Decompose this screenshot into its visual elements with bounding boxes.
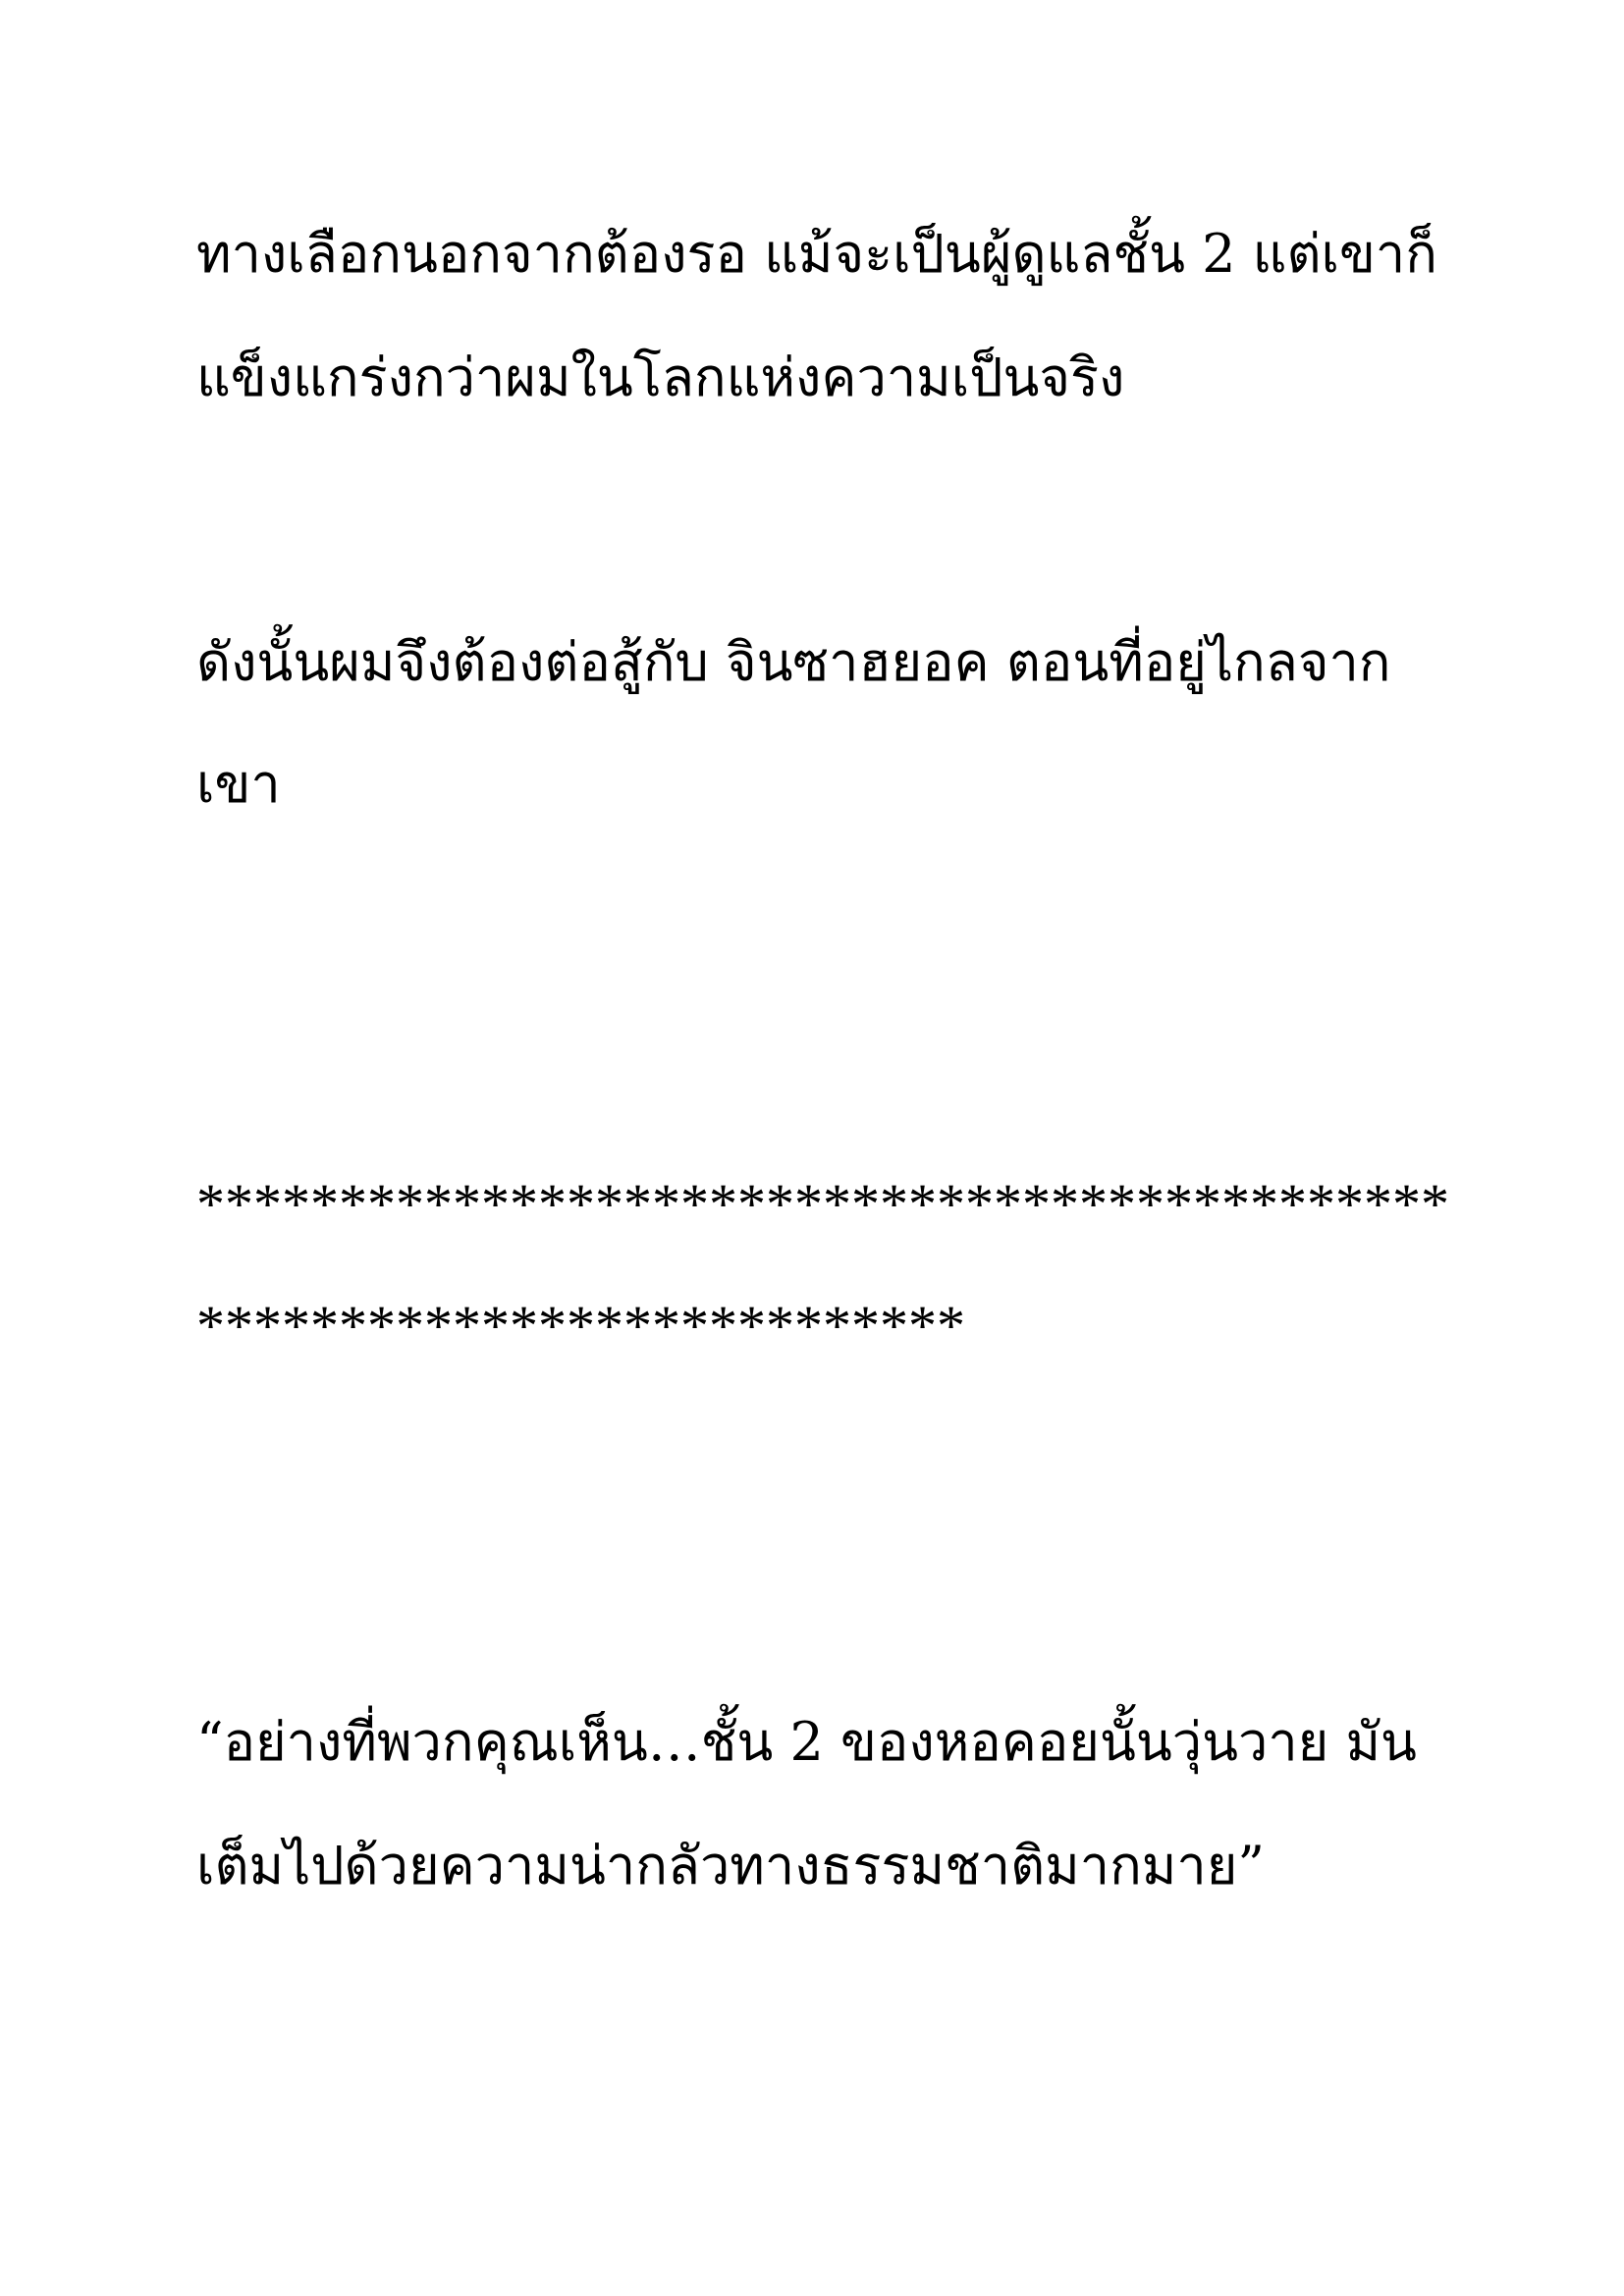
paragraph-2-line-2: เขา [196, 753, 281, 815]
paragraph-1-line-2: แข็งแกร่งกว่าผมในโลกแห่งความเป็นจริง [196, 347, 1125, 408]
paragraph-3-line-2: เต็มไปด้วยความน่ากลัวทางธรรมชาติมากมาย” [196, 1835, 1265, 1896]
separator-line-2: *************************** [196, 1294, 965, 1358]
separator-line-1: ******************************************** [196, 1172, 1449, 1236]
paragraph-1-line-1: ทางเลือกนอกจากต้องรอ แม้จะเป็นผู้ดูแลชั้น 2 แต่เขาก็ [196, 223, 1437, 285]
paragraph-3-line-1: “อย่างที่พวกคุณเห็น…ชั้น 2 ของหอคอยนั้นวุ่นวาย มัน [196, 1711, 1417, 1773]
paragraph-2-line-1: ดังนั้นผมจึงต้องต่อสู้กับ จินซาฮยอค ตอนที่อยู่ไกลจาก [196, 631, 1391, 693]
